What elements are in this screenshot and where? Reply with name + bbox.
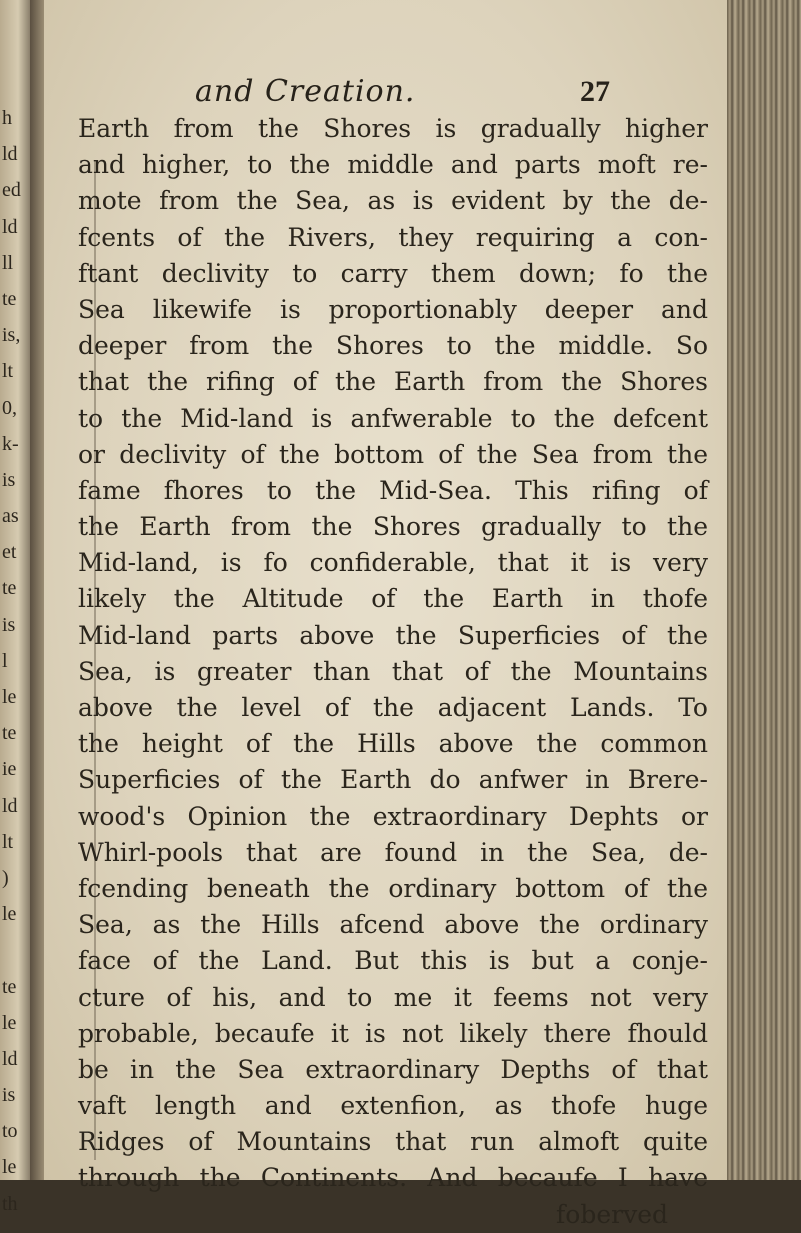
text-line: Sea, as the Hills afcend above the ordinary	[78, 910, 708, 940]
margin-fragment	[0, 932, 30, 968]
margin-fragment: ld	[2, 143, 18, 166]
margin-fragment: is	[2, 1084, 16, 1107]
margin-fragment: is,	[2, 324, 21, 347]
text-line: through the Continents. And becaufe I have	[78, 1163, 708, 1193]
text-line: likely the Altitude of the Earth in thofe	[78, 584, 708, 614]
margin-fragment: ld	[2, 215, 18, 238]
running-head	[150, 74, 610, 109]
margin-fragment: ed	[2, 179, 21, 202]
margin-fragment: k-	[2, 432, 19, 455]
text-line: the Earth from the Shores gradually to the	[78, 512, 708, 542]
text-line: that the rifing of the Earth from the Shores	[78, 367, 708, 397]
margin-fragment: l	[2, 649, 8, 672]
margin-fragment: ld	[2, 794, 18, 817]
margin-fragment: lt	[2, 360, 14, 383]
text-line: Ridges of Mountains that run almoft quite	[78, 1127, 708, 1157]
body-text	[78, 111, 708, 1233]
text-line: above the level of the adjacent Lands. To	[78, 693, 708, 722]
margin-fragment: h	[2, 107, 12, 129]
margin-fragment: ll	[2, 251, 14, 274]
text-line: cture of his, and to me it feems not very	[78, 982, 708, 1012]
margin-fragment: ld	[2, 1047, 18, 1070]
text-line: fcending beneath the ordinary bottom of the	[78, 873, 708, 903]
text-line: Mid-land, is fo confiderable, that it is very	[78, 548, 708, 578]
margin-fragment: te	[2, 287, 17, 310]
margin-fragment: le	[2, 1156, 17, 1179]
page-stack-edge	[727, 0, 801, 1180]
text-line: wood's Opinion the extraordinary Dephts or	[78, 801, 708, 831]
margin-fragment: as	[2, 505, 19, 528]
margin-fragment: )	[2, 866, 9, 889]
margin-fragment: ie	[2, 758, 17, 781]
margin-fragment: lt	[2, 830, 14, 853]
text-line: face of the Land. But this is but a conje-	[78, 946, 708, 976]
text-line: foberved	[556, 1199, 668, 1229]
text-line: mote from the Sea, as is evident by the de-	[78, 186, 708, 216]
text-line: ftant declivity to carry them down; fo the	[78, 258, 708, 288]
text-line: Whirl-pools that are found in the Sea, de-	[78, 837, 708, 867]
page-number: 27	[580, 75, 610, 108]
margin-fragment: te	[2, 577, 17, 600]
book-gutter	[30, 0, 44, 1180]
text-line: fame fhores to the Mid-Sea. This rifing of	[78, 475, 708, 505]
margin-fragment: th	[2, 1192, 18, 1215]
text-line: deeper from the Shores to the middle. So	[78, 331, 708, 361]
text-line: Mid-land parts above the Superficies of the	[78, 620, 708, 650]
text-line: probable, becaufe it is not likely there fhould	[78, 1018, 708, 1048]
margin-fragment: le	[2, 1011, 17, 1034]
text-line: vaft length and extenfion, as thofe huge	[78, 1091, 708, 1121]
margin-fragment: le	[2, 686, 17, 708]
margin-fragment: to	[2, 1120, 18, 1143]
text-line: and higher, to the middle and parts moft re-	[78, 150, 708, 180]
margin-fragment: te	[2, 975, 17, 998]
text-line: Superficies of the Earth do anfwer in Brere-	[78, 765, 708, 795]
text-line: be in the Sea extraordinary Depths of that	[78, 1054, 708, 1084]
previous-page-text-fragments	[0, 100, 30, 1222]
margin-fragment: le	[2, 903, 17, 926]
text-line: Sea, is greater than that of the Mountains	[78, 656, 708, 686]
text-line: or declivity of the bottom of the Sea from the	[78, 439, 708, 469]
previous-page-edge	[0, 0, 30, 1215]
text-line: Earth from the Shores is gradually higher	[78, 114, 708, 143]
text-line: fcents of the Rivers, they requiring a con-	[78, 222, 708, 252]
running-title: and Creation.	[195, 74, 416, 109]
text-line: to the Mid-land is anfwerable to the defcent	[78, 403, 708, 433]
margin-fragment: te	[2, 722, 17, 745]
margin-fragment: is	[2, 468, 16, 491]
margin-fragment: 0,	[2, 396, 17, 419]
text-line: Sea likewife is proportionably deeper and	[78, 294, 708, 324]
margin-fragment: is	[2, 613, 16, 636]
margin-fragment: et	[2, 541, 17, 564]
text-line: the height of the Hills above the common	[78, 729, 708, 759]
